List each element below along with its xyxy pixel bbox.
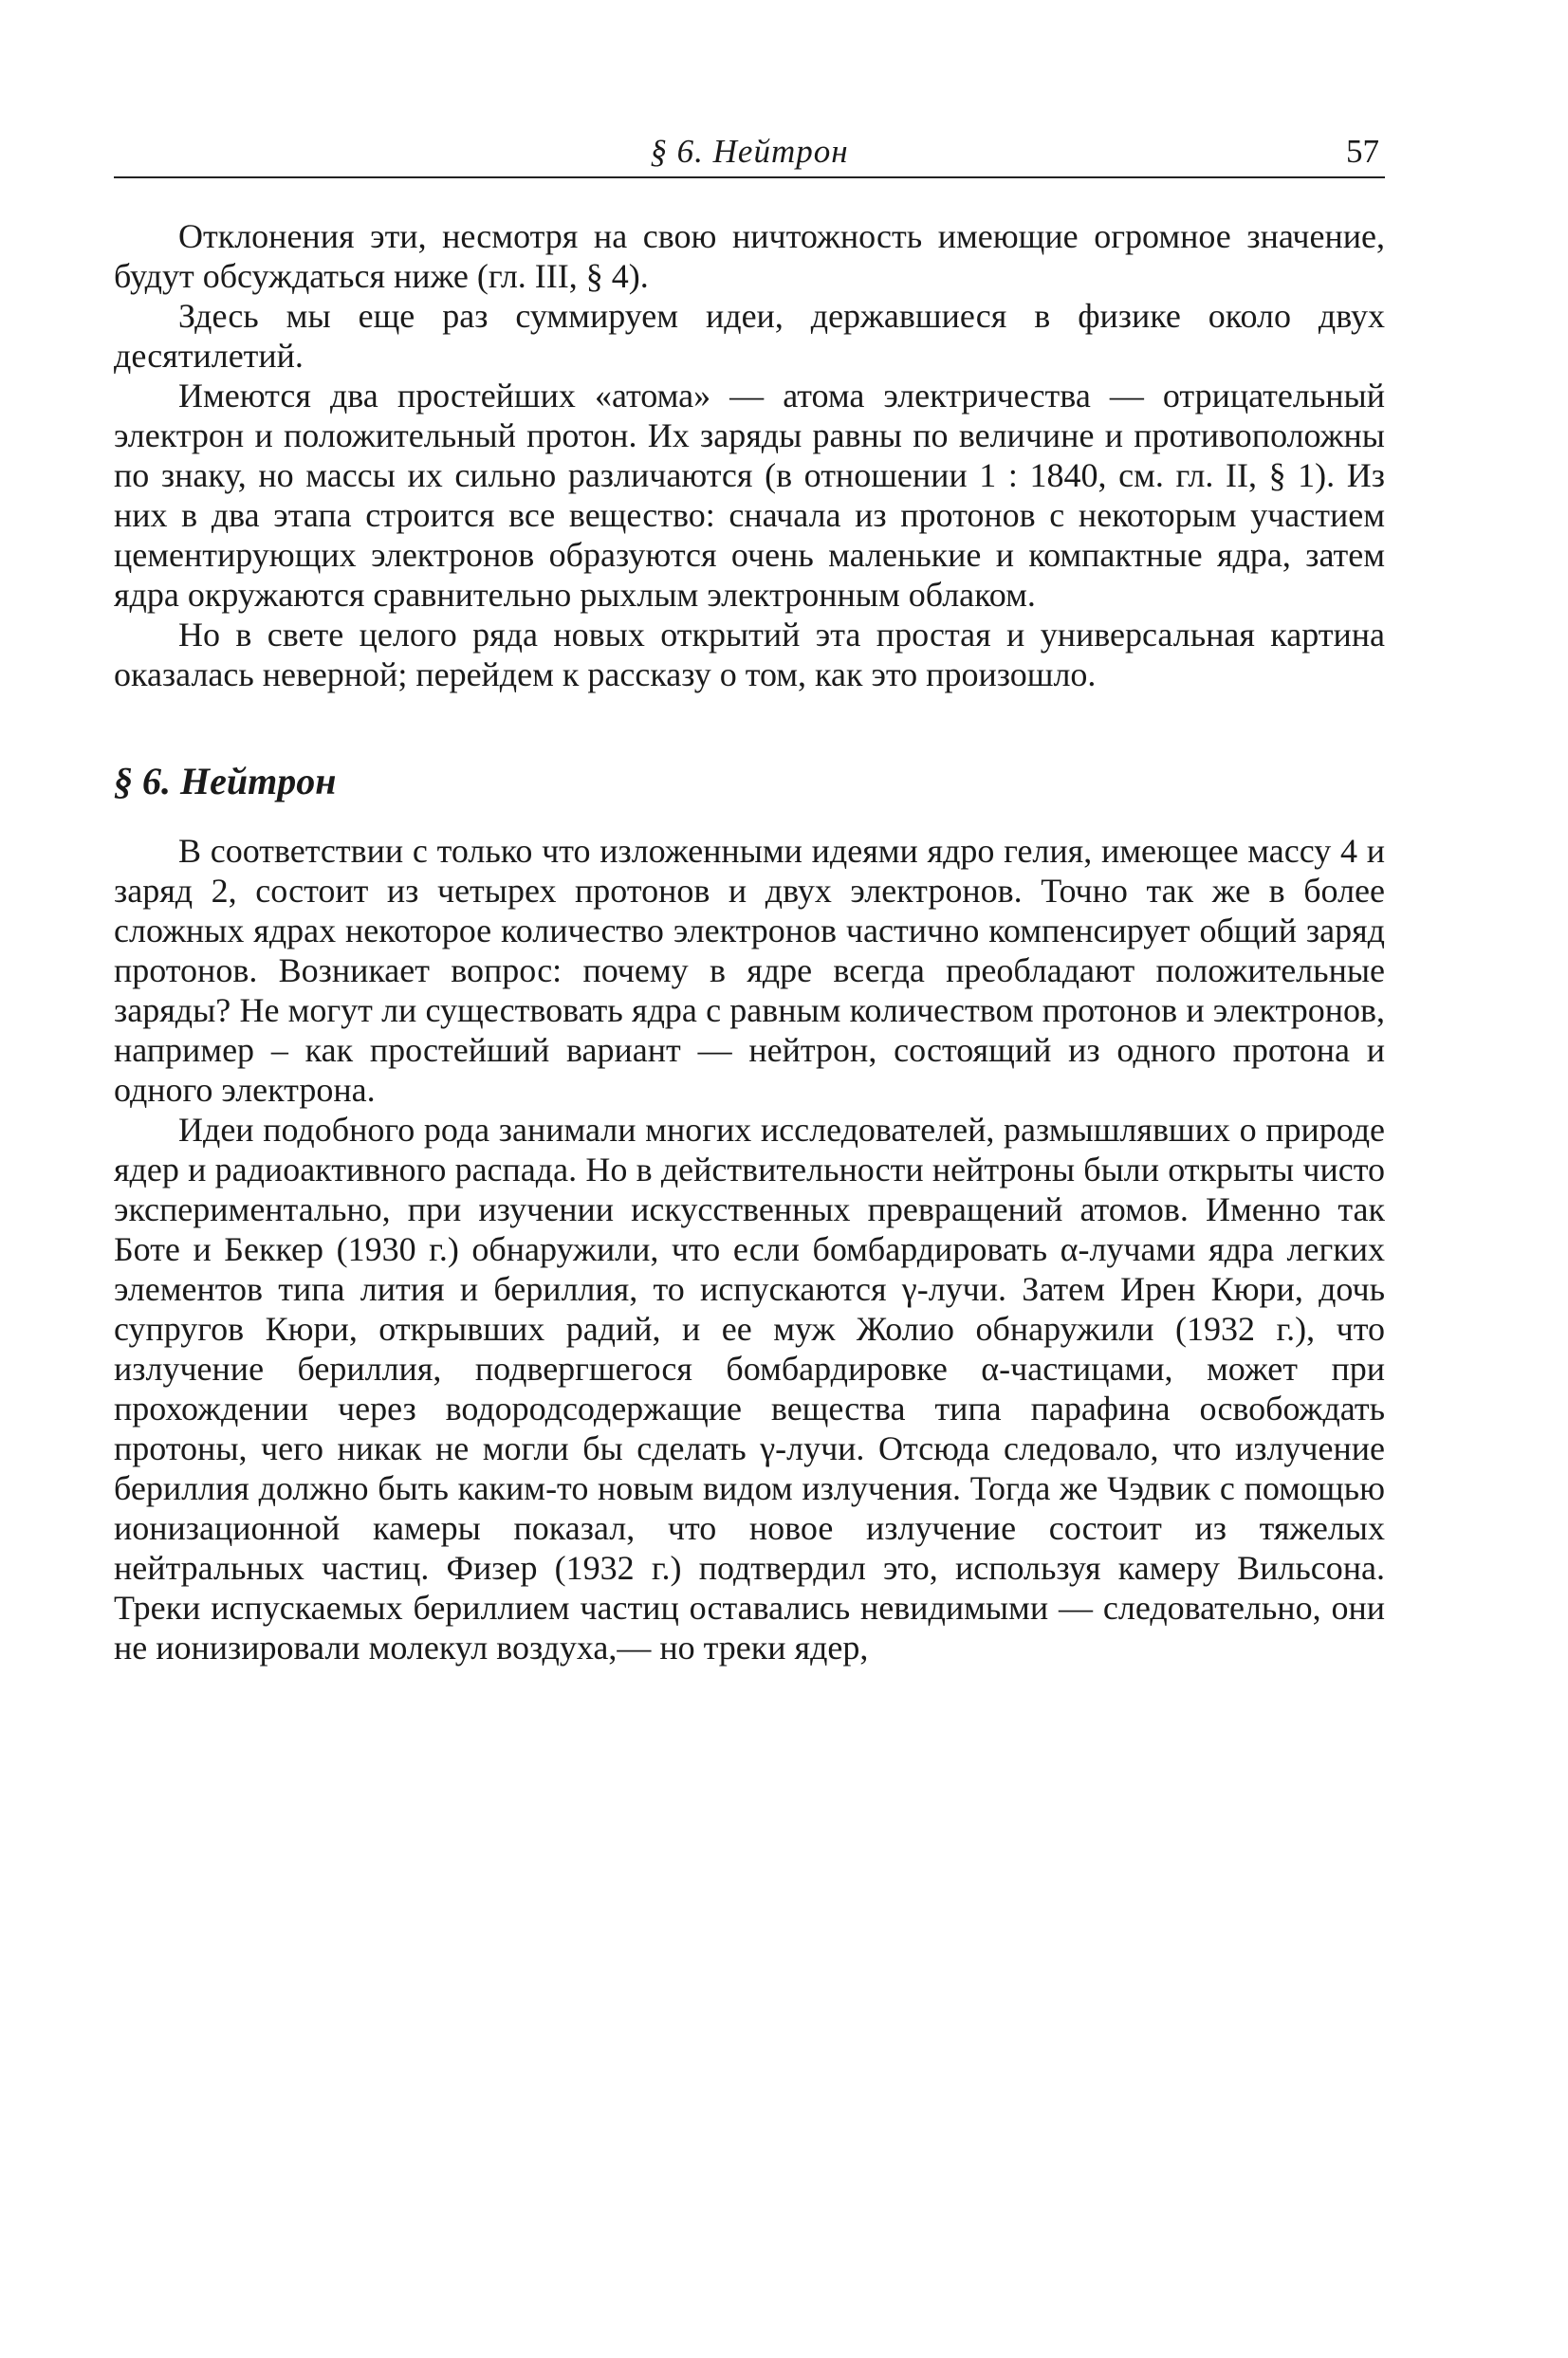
- running-header: [114, 123, 1385, 178]
- paragraph: Идеи подобного рода занимали многих исследователей, размышлявших о природе ядер и радиоактивного распада. Но в действительности нейтроны были открыты чисто экспериментально, при изучении искусственных превращений атомов. Именно так Боте и Беккер (1930 г.) обнаружили, что если бомбардировать α-лучами ядра легких элементов типа лития и бериллия, то испускаются γ-лучи. Затем Ирен Кюри, дочь супругов Кюри, открывших радий, и ее муж Жолио обнаружили (1932 г.), что излучение бериллия, подвергшегося бомбардировке α-частицами, может при прохождении через водородсодержащие вещества типа парафина освобождать протоны, чего никак не могли бы сделать γ-лучи. Отсюда следовало, что излучение бериллия должно быть каким-то новым видом излучения. Тогда же Чэдвик с помощью ионизационной камеры показал, что новое излучение состоит из тяжелых нейтральных частиц. Физер (1932 г.) подтвердил это, используя камеру Вильсона. Треки испускаемых бериллием частиц оставались невидимыми — следовательно, они не ионизировали молекул воздуха,— но треки ядер,: [114, 1111, 1385, 1667]
- paragraph: В соответствии с только что изложенными идеями ядро гелия, имеющее массу 4 и заряд 2, состоит из четырех протонов и двух электронов. Точно так же в более сложных ядрах некоторое количество электронов частично компенсирует общий заряд протонов. Возникает вопрос: почему в ядре всегда преобладают положительные заряды? Не могут ли существовать ядра с равным количеством протонов и электронов, например – как простейший вариант — нейтрон, состоящий из одного протона и одного электрона.: [114, 832, 1385, 1109]
- section-heading: § 6. Нейтрон: [114, 760, 337, 802]
- paragraph: Имеются два простейших «атома» — атома электричества — отрицательный электрон и положительный протон. Их заряды равны по величине и противоположны по знаку, но массы их сильно различаются (в отношении 1 : 1840, см. гл. II, § 1). Из них в два этапа строится все вещество: сначала из протонов с некоторым участием цементирующих электронов образуются очень маленькие и компактные ядра, затем ядра окружаются сравнительно рыхлым электронным облаком.: [114, 377, 1385, 614]
- paragraph: Отклонения эти, несмотря на свою ничтожность имеющие огромное значение, будут обсуждаться ниже (гл. III, § 4).: [114, 217, 1385, 295]
- page-number: 57: [1346, 133, 1379, 170]
- paragraph: Но в свете целого ряда новых открытий эта простая и универсальная картина оказалась неверной; перейдем к рассказу о том, как это произошло.: [114, 616, 1385, 693]
- book-page: [114, 123, 1385, 1667]
- section-body: [114, 831, 1385, 1667]
- running-title: § 6. Нейтрон: [650, 133, 849, 170]
- body-text: [114, 216, 1385, 1667]
- paragraph: Здесь мы еще раз суммируем идеи, державшиеся в физике около двух десятилетий.: [114, 297, 1385, 375]
